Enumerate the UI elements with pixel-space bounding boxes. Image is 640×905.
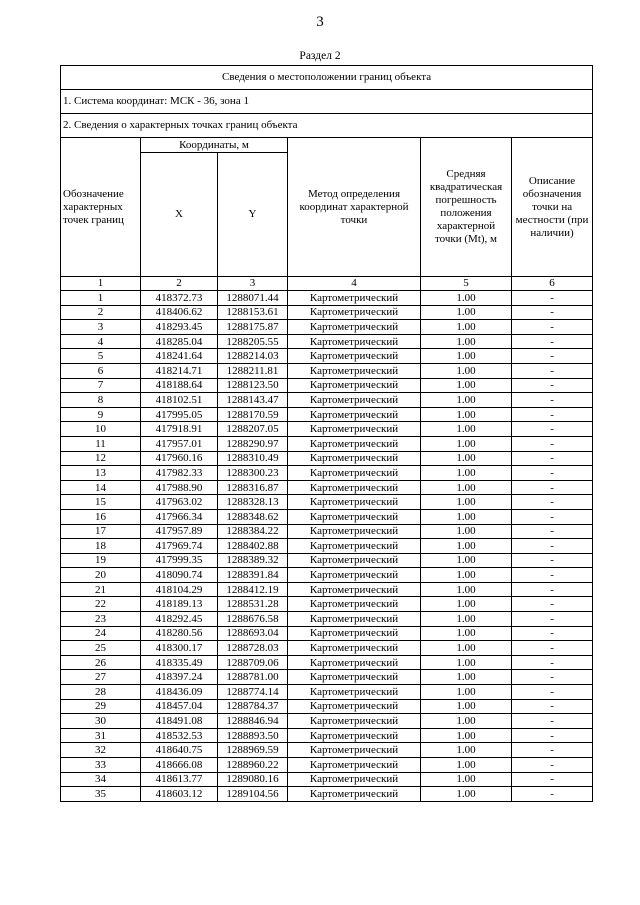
header-point: Обозначение характерных точек границ: [61, 138, 141, 277]
error-cell: 1.00: [421, 685, 512, 700]
error-cell: 1.00: [421, 320, 512, 335]
error-cell: 1.00: [421, 641, 512, 656]
error-cell: 1.00: [421, 451, 512, 466]
method-cell: Картометрический: [288, 685, 421, 700]
error-cell: 1.00: [421, 349, 512, 364]
y-cell: 1288846.94: [218, 714, 288, 729]
description-cell: -: [512, 539, 593, 554]
y-cell: 1288316.87: [218, 480, 288, 495]
point-number-cell: 29: [61, 699, 141, 714]
method-cell: Картометрический: [288, 363, 421, 378]
error-cell: 1.00: [421, 670, 512, 685]
y-cell: 1288784.37: [218, 699, 288, 714]
description-cell: -: [512, 349, 593, 364]
y-cell: 1288123.50: [218, 378, 288, 393]
point-number-cell: 21: [61, 582, 141, 597]
method-cell: Картометрический: [288, 334, 421, 349]
x-cell: 418188.64: [141, 378, 218, 393]
page-number: 3: [316, 14, 324, 30]
x-cell: 418280.56: [141, 626, 218, 641]
error-cell: 1.00: [421, 714, 512, 729]
description-cell: -: [512, 655, 593, 670]
y-cell: 1289080.16: [218, 772, 288, 787]
column-number: 3: [218, 277, 288, 291]
error-cell: 1.00: [421, 422, 512, 437]
y-cell: 1288969.59: [218, 743, 288, 758]
description-cell: -: [512, 714, 593, 729]
point-number-cell: 10: [61, 422, 141, 437]
table-row: [61, 305, 593, 320]
column-number: 1: [61, 277, 141, 291]
table-row: [61, 320, 593, 335]
x-cell: 418372.73: [141, 291, 218, 306]
method-cell: Картометрический: [288, 524, 421, 539]
table-row: [61, 524, 593, 539]
method-cell: Картометрический: [288, 451, 421, 466]
table-row: [61, 291, 593, 306]
point-number-cell: 25: [61, 641, 141, 656]
description-cell: -: [512, 568, 593, 583]
section-title: Раздел 2: [299, 50, 341, 62]
table-row: [61, 568, 593, 583]
point-number-cell: 13: [61, 466, 141, 481]
table-row: [61, 407, 593, 422]
method-cell: Картометрический: [288, 743, 421, 758]
x-cell: 417995.05: [141, 407, 218, 422]
table-row: [61, 363, 593, 378]
error-cell: 1.00: [421, 553, 512, 568]
point-number-cell: 24: [61, 626, 141, 641]
column-number-row: [61, 277, 593, 291]
table-row: [61, 772, 593, 787]
table-row: [61, 655, 593, 670]
point-number-cell: 16: [61, 509, 141, 524]
y-cell: 1288709.06: [218, 655, 288, 670]
description-cell: -: [512, 436, 593, 451]
point-number-cell: 19: [61, 553, 141, 568]
error-cell: 1.00: [421, 495, 512, 510]
description-cell: -: [512, 334, 593, 349]
x-cell: 418241.64: [141, 349, 218, 364]
method-cell: Картометрический: [288, 466, 421, 481]
table-row: [61, 349, 593, 364]
point-number-cell: 22: [61, 597, 141, 612]
x-cell: 418285.04: [141, 334, 218, 349]
method-cell: Картометрический: [288, 772, 421, 787]
y-cell: 1288143.47: [218, 393, 288, 408]
table-row: [61, 641, 593, 656]
x-cell: 417966.34: [141, 509, 218, 524]
error-cell: 1.00: [421, 597, 512, 612]
header-x: X: [141, 153, 218, 277]
error-cell: 1.00: [421, 524, 512, 539]
method-cell: Картометрический: [288, 597, 421, 612]
column-number: 6: [512, 277, 593, 291]
header-description: Описание обозначения точки на местности (при наличии): [512, 138, 593, 277]
method-cell: Картометрический: [288, 758, 421, 773]
error-cell: 1.00: [421, 758, 512, 773]
x-cell: 418292.45: [141, 612, 218, 627]
column-number: 4: [288, 277, 421, 291]
description-cell: -: [512, 787, 593, 802]
y-cell: 1288693.04: [218, 626, 288, 641]
table-row: [61, 509, 593, 524]
error-cell: 1.00: [421, 305, 512, 320]
x-cell: 417960.16: [141, 451, 218, 466]
point-number-cell: 12: [61, 451, 141, 466]
point-number-cell: 30: [61, 714, 141, 729]
method-cell: Картометрический: [288, 305, 421, 320]
description-cell: -: [512, 407, 593, 422]
y-cell: 1288781.00: [218, 670, 288, 685]
description-cell: -: [512, 758, 593, 773]
y-cell: 1288328.13: [218, 495, 288, 510]
y-cell: 1288300.23: [218, 466, 288, 481]
point-number-cell: 23: [61, 612, 141, 627]
point-number-cell: 33: [61, 758, 141, 773]
method-cell: Картометрический: [288, 291, 421, 306]
table-row: [61, 743, 593, 758]
point-number-cell: 28: [61, 685, 141, 700]
table-row: [61, 758, 593, 773]
point-number-cell: 34: [61, 772, 141, 787]
x-cell: 417969.74: [141, 539, 218, 554]
description-cell: -: [512, 509, 593, 524]
method-cell: Картометрический: [288, 582, 421, 597]
x-cell: 418293.45: [141, 320, 218, 335]
x-cell: 418300.17: [141, 641, 218, 656]
method-cell: Картометрический: [288, 670, 421, 685]
point-number-cell: 35: [61, 787, 141, 802]
error-cell: 1.00: [421, 612, 512, 627]
point-number-cell: 7: [61, 378, 141, 393]
x-cell: 417988.90: [141, 480, 218, 495]
y-cell: 1288774.14: [218, 685, 288, 700]
y-cell: 1288205.55: [218, 334, 288, 349]
point-number-cell: 2: [61, 305, 141, 320]
point-number-cell: 20: [61, 568, 141, 583]
x-cell: 417963.02: [141, 495, 218, 510]
table-row: [61, 670, 593, 685]
y-cell: 1289104.56: [218, 787, 288, 802]
method-cell: Картометрический: [288, 612, 421, 627]
y-cell: 1288391.84: [218, 568, 288, 583]
y-cell: 1288384.22: [218, 524, 288, 539]
x-cell: 418603.12: [141, 787, 218, 802]
method-cell: Картометрический: [288, 393, 421, 408]
table-row: [61, 685, 593, 700]
method-cell: Картометрический: [288, 320, 421, 335]
method-cell: Картометрический: [288, 714, 421, 729]
y-cell: 1288211.81: [218, 363, 288, 378]
header-error: Средняя квадратическая погрешность положения характерной точки (Mt), м: [421, 138, 512, 277]
y-cell: 1288207.05: [218, 422, 288, 437]
description-cell: -: [512, 480, 593, 495]
x-cell: 418214.71: [141, 363, 218, 378]
table-row: [61, 451, 593, 466]
x-cell: 418189.13: [141, 597, 218, 612]
x-cell: 417957.89: [141, 524, 218, 539]
table-row: [61, 495, 593, 510]
error-cell: 1.00: [421, 436, 512, 451]
error-cell: 1.00: [421, 582, 512, 597]
error-cell: 1.00: [421, 393, 512, 408]
y-cell: 1288402.88: [218, 539, 288, 554]
error-cell: 1.00: [421, 655, 512, 670]
description-cell: -: [512, 320, 593, 335]
description-cell: -: [512, 597, 593, 612]
x-cell: 417999.35: [141, 553, 218, 568]
table-row: [61, 436, 593, 451]
x-cell: 417957.01: [141, 436, 218, 451]
method-cell: Картометрический: [288, 436, 421, 451]
method-cell: Картометрический: [288, 626, 421, 641]
y-cell: 1288412.19: [218, 582, 288, 597]
table-row: [61, 787, 593, 802]
point-number-cell: 1: [61, 291, 141, 306]
table-row: [61, 597, 593, 612]
boundary-table: [60, 65, 593, 802]
error-cell: 1.00: [421, 334, 512, 349]
y-cell: 1288728.03: [218, 641, 288, 656]
x-cell: 418666.08: [141, 758, 218, 773]
description-cell: -: [512, 422, 593, 437]
y-cell: 1288170.59: [218, 407, 288, 422]
x-cell: 418640.75: [141, 743, 218, 758]
x-cell: 418406.62: [141, 305, 218, 320]
description-cell: -: [512, 612, 593, 627]
column-number: 5: [421, 277, 512, 291]
point-number-cell: 32: [61, 743, 141, 758]
error-cell: 1.00: [421, 466, 512, 481]
x-cell: 418397.24: [141, 670, 218, 685]
y-cell: 1288214.03: [218, 349, 288, 364]
description-cell: -: [512, 466, 593, 481]
method-cell: Картометрический: [288, 553, 421, 568]
y-cell: 1288893.50: [218, 728, 288, 743]
method-cell: Картометрический: [288, 787, 421, 802]
error-cell: 1.00: [421, 509, 512, 524]
table-row: [61, 714, 593, 729]
x-cell: 417918.91: [141, 422, 218, 437]
x-cell: 418090.74: [141, 568, 218, 583]
error-cell: 1.00: [421, 291, 512, 306]
method-cell: Картометрический: [288, 480, 421, 495]
method-cell: Картометрический: [288, 568, 421, 583]
table-row: [61, 699, 593, 714]
error-cell: 1.00: [421, 568, 512, 583]
header-y: Y: [218, 153, 288, 277]
table-row: [61, 582, 593, 597]
x-cell: 418102.51: [141, 393, 218, 408]
error-cell: 1.00: [421, 626, 512, 641]
method-cell: Картометрический: [288, 422, 421, 437]
table-row: [61, 334, 593, 349]
description-cell: -: [512, 363, 593, 378]
description-cell: -: [512, 685, 593, 700]
x-cell: 418532.53: [141, 728, 218, 743]
x-cell: 418436.09: [141, 685, 218, 700]
y-cell: 1288348.62: [218, 509, 288, 524]
error-cell: 1.00: [421, 743, 512, 758]
point-number-cell: 15: [61, 495, 141, 510]
method-cell: Картометрический: [288, 655, 421, 670]
table-row: [61, 539, 593, 554]
table-row: [61, 553, 593, 568]
y-cell: 1288676.58: [218, 612, 288, 627]
table-row: [61, 612, 593, 627]
method-cell: Картометрический: [288, 378, 421, 393]
characteristic-points-line: 2. Сведения о характерных точках границ объекта: [61, 114, 593, 138]
method-cell: Картометрический: [288, 728, 421, 743]
point-number-cell: 14: [61, 480, 141, 495]
table-title: Сведения о местоположении границ объекта: [61, 66, 593, 90]
y-cell: 1288531.28: [218, 597, 288, 612]
method-cell: Картометрический: [288, 495, 421, 510]
error-cell: 1.00: [421, 539, 512, 554]
y-cell: 1288153.61: [218, 305, 288, 320]
x-cell: 418613.77: [141, 772, 218, 787]
error-cell: 1.00: [421, 407, 512, 422]
description-cell: -: [512, 305, 593, 320]
header-method: Метод определения координат характерной точки: [288, 138, 421, 277]
y-cell: 1288960.22: [218, 758, 288, 773]
method-cell: Картометрический: [288, 641, 421, 656]
description-cell: -: [512, 626, 593, 641]
error-cell: 1.00: [421, 728, 512, 743]
table-row: [61, 466, 593, 481]
description-cell: -: [512, 524, 593, 539]
description-cell: -: [512, 291, 593, 306]
error-cell: 1.00: [421, 378, 512, 393]
table-row: [61, 480, 593, 495]
method-cell: Картометрический: [288, 539, 421, 554]
description-cell: -: [512, 743, 593, 758]
table-row: [61, 626, 593, 641]
error-cell: 1.00: [421, 787, 512, 802]
error-cell: 1.00: [421, 699, 512, 714]
point-number-cell: 5: [61, 349, 141, 364]
description-cell: -: [512, 670, 593, 685]
description-cell: -: [512, 393, 593, 408]
method-cell: Картометрический: [288, 349, 421, 364]
description-cell: -: [512, 495, 593, 510]
description-cell: -: [512, 378, 593, 393]
coordinate-system-line: 1. Система координат: МСК - 36, зона 1: [61, 90, 593, 114]
description-cell: -: [512, 699, 593, 714]
table-header: [61, 66, 593, 291]
method-cell: Картометрический: [288, 509, 421, 524]
x-cell: 418491.08: [141, 714, 218, 729]
point-number-cell: 4: [61, 334, 141, 349]
y-cell: 1288290.97: [218, 436, 288, 451]
error-cell: 1.00: [421, 363, 512, 378]
description-cell: -: [512, 772, 593, 787]
error-cell: 1.00: [421, 480, 512, 495]
point-number-cell: 3: [61, 320, 141, 335]
point-number-cell: 8: [61, 393, 141, 408]
point-number-cell: 9: [61, 407, 141, 422]
x-cell: 418104.29: [141, 582, 218, 597]
description-cell: -: [512, 582, 593, 597]
table-body: [61, 291, 593, 802]
point-number-cell: 31: [61, 728, 141, 743]
table-row: [61, 422, 593, 437]
y-cell: 1288175.87: [218, 320, 288, 335]
point-number-cell: 27: [61, 670, 141, 685]
description-cell: -: [512, 451, 593, 466]
y-cell: 1288071.44: [218, 291, 288, 306]
y-cell: 1288310.49: [218, 451, 288, 466]
error-cell: 1.00: [421, 772, 512, 787]
header-coordinates: Координаты, м: [141, 138, 288, 153]
point-number-cell: 18: [61, 539, 141, 554]
x-cell: 418457.04: [141, 699, 218, 714]
description-cell: -: [512, 641, 593, 656]
point-number-cell: 11: [61, 436, 141, 451]
description-cell: -: [512, 553, 593, 568]
method-cell: Картометрический: [288, 407, 421, 422]
description-cell: -: [512, 728, 593, 743]
table-row: [61, 728, 593, 743]
method-cell: Картометрический: [288, 699, 421, 714]
table-row: [61, 393, 593, 408]
table-row: [61, 378, 593, 393]
column-number: 2: [141, 277, 218, 291]
point-number-cell: 6: [61, 363, 141, 378]
y-cell: 1288389.32: [218, 553, 288, 568]
x-cell: 418335.49: [141, 655, 218, 670]
point-number-cell: 17: [61, 524, 141, 539]
point-number-cell: 26: [61, 655, 141, 670]
x-cell: 417982.33: [141, 466, 218, 481]
